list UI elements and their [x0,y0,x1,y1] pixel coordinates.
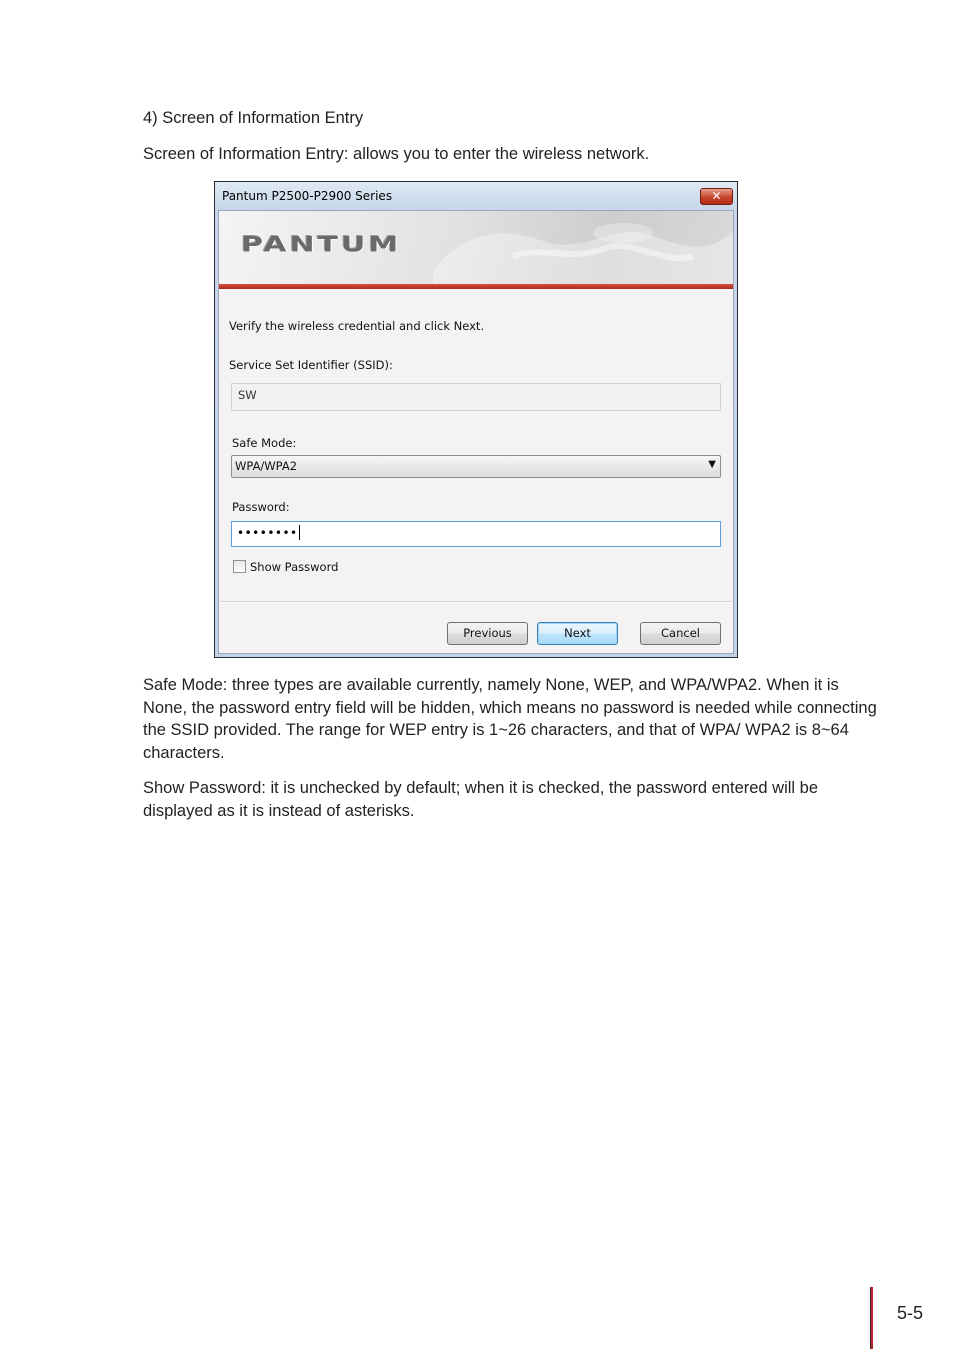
dropdown-arrow-icon: ▼ [708,459,716,470]
instruction-text: Verify the wireless credential and click Next. [229,319,485,333]
safe-mode-description: Safe Mode: three types are available currently, namely None, WEP, and WPA/WPA2. When it is None, the password entry field will be hidden, which means no password is needed while connecting the SSID provided. The range for WEP entry is 1~26 characters, and that of WPA/ WPA2 is 8~64 characters. [143,676,877,762]
section-heading: 4) Screen of Information Entry [143,109,364,127]
intro-text: Screen of Information Entry: allows you to enter the wireless network. [143,145,650,163]
ssid-field[interactable] [231,383,721,411]
world-map-graphic [393,211,733,284]
brand-banner [219,211,733,284]
ssid-value: SW [238,388,257,402]
cancel-button[interactable]: Cancel [640,622,721,645]
password-input[interactable] [231,521,721,547]
show-password-checkbox[interactable] [233,560,246,573]
pantum-logo: PANTUM [241,232,402,258]
ssid-label: Service Set Identifier (SSID): [229,358,393,372]
text-caret [299,525,300,540]
information-entry-dialog [214,181,738,658]
password-masked-value: •••••••• [237,526,298,540]
safe-mode-select[interactable] [231,455,721,478]
show-password-label[interactable]: Show Password [250,560,339,574]
dialog-title: Pantum P2500-P2900 Series [222,189,393,203]
safe-mode-value: WPA/WPA2 [235,459,298,473]
password-label: Password: [232,500,290,514]
previous-button[interactable]: Previous [447,622,528,645]
page-number: 5-5 [897,1303,924,1323]
title-bar [215,182,737,210]
close-icon: ✕ [711,189,722,203]
button-separator [221,601,731,603]
banner-stripe [219,284,733,289]
close-button[interactable] [700,188,733,205]
safe-mode-label: Safe Mode: [232,436,297,450]
footer-accent-bar [870,1287,873,1349]
dialog-client-area [218,210,734,654]
show-password-description: Show Password: it is unchecked by default; when it is checked, the password entered will be displayed as it is instead of asterisks. [143,779,819,820]
next-button[interactable]: Next [537,622,618,645]
